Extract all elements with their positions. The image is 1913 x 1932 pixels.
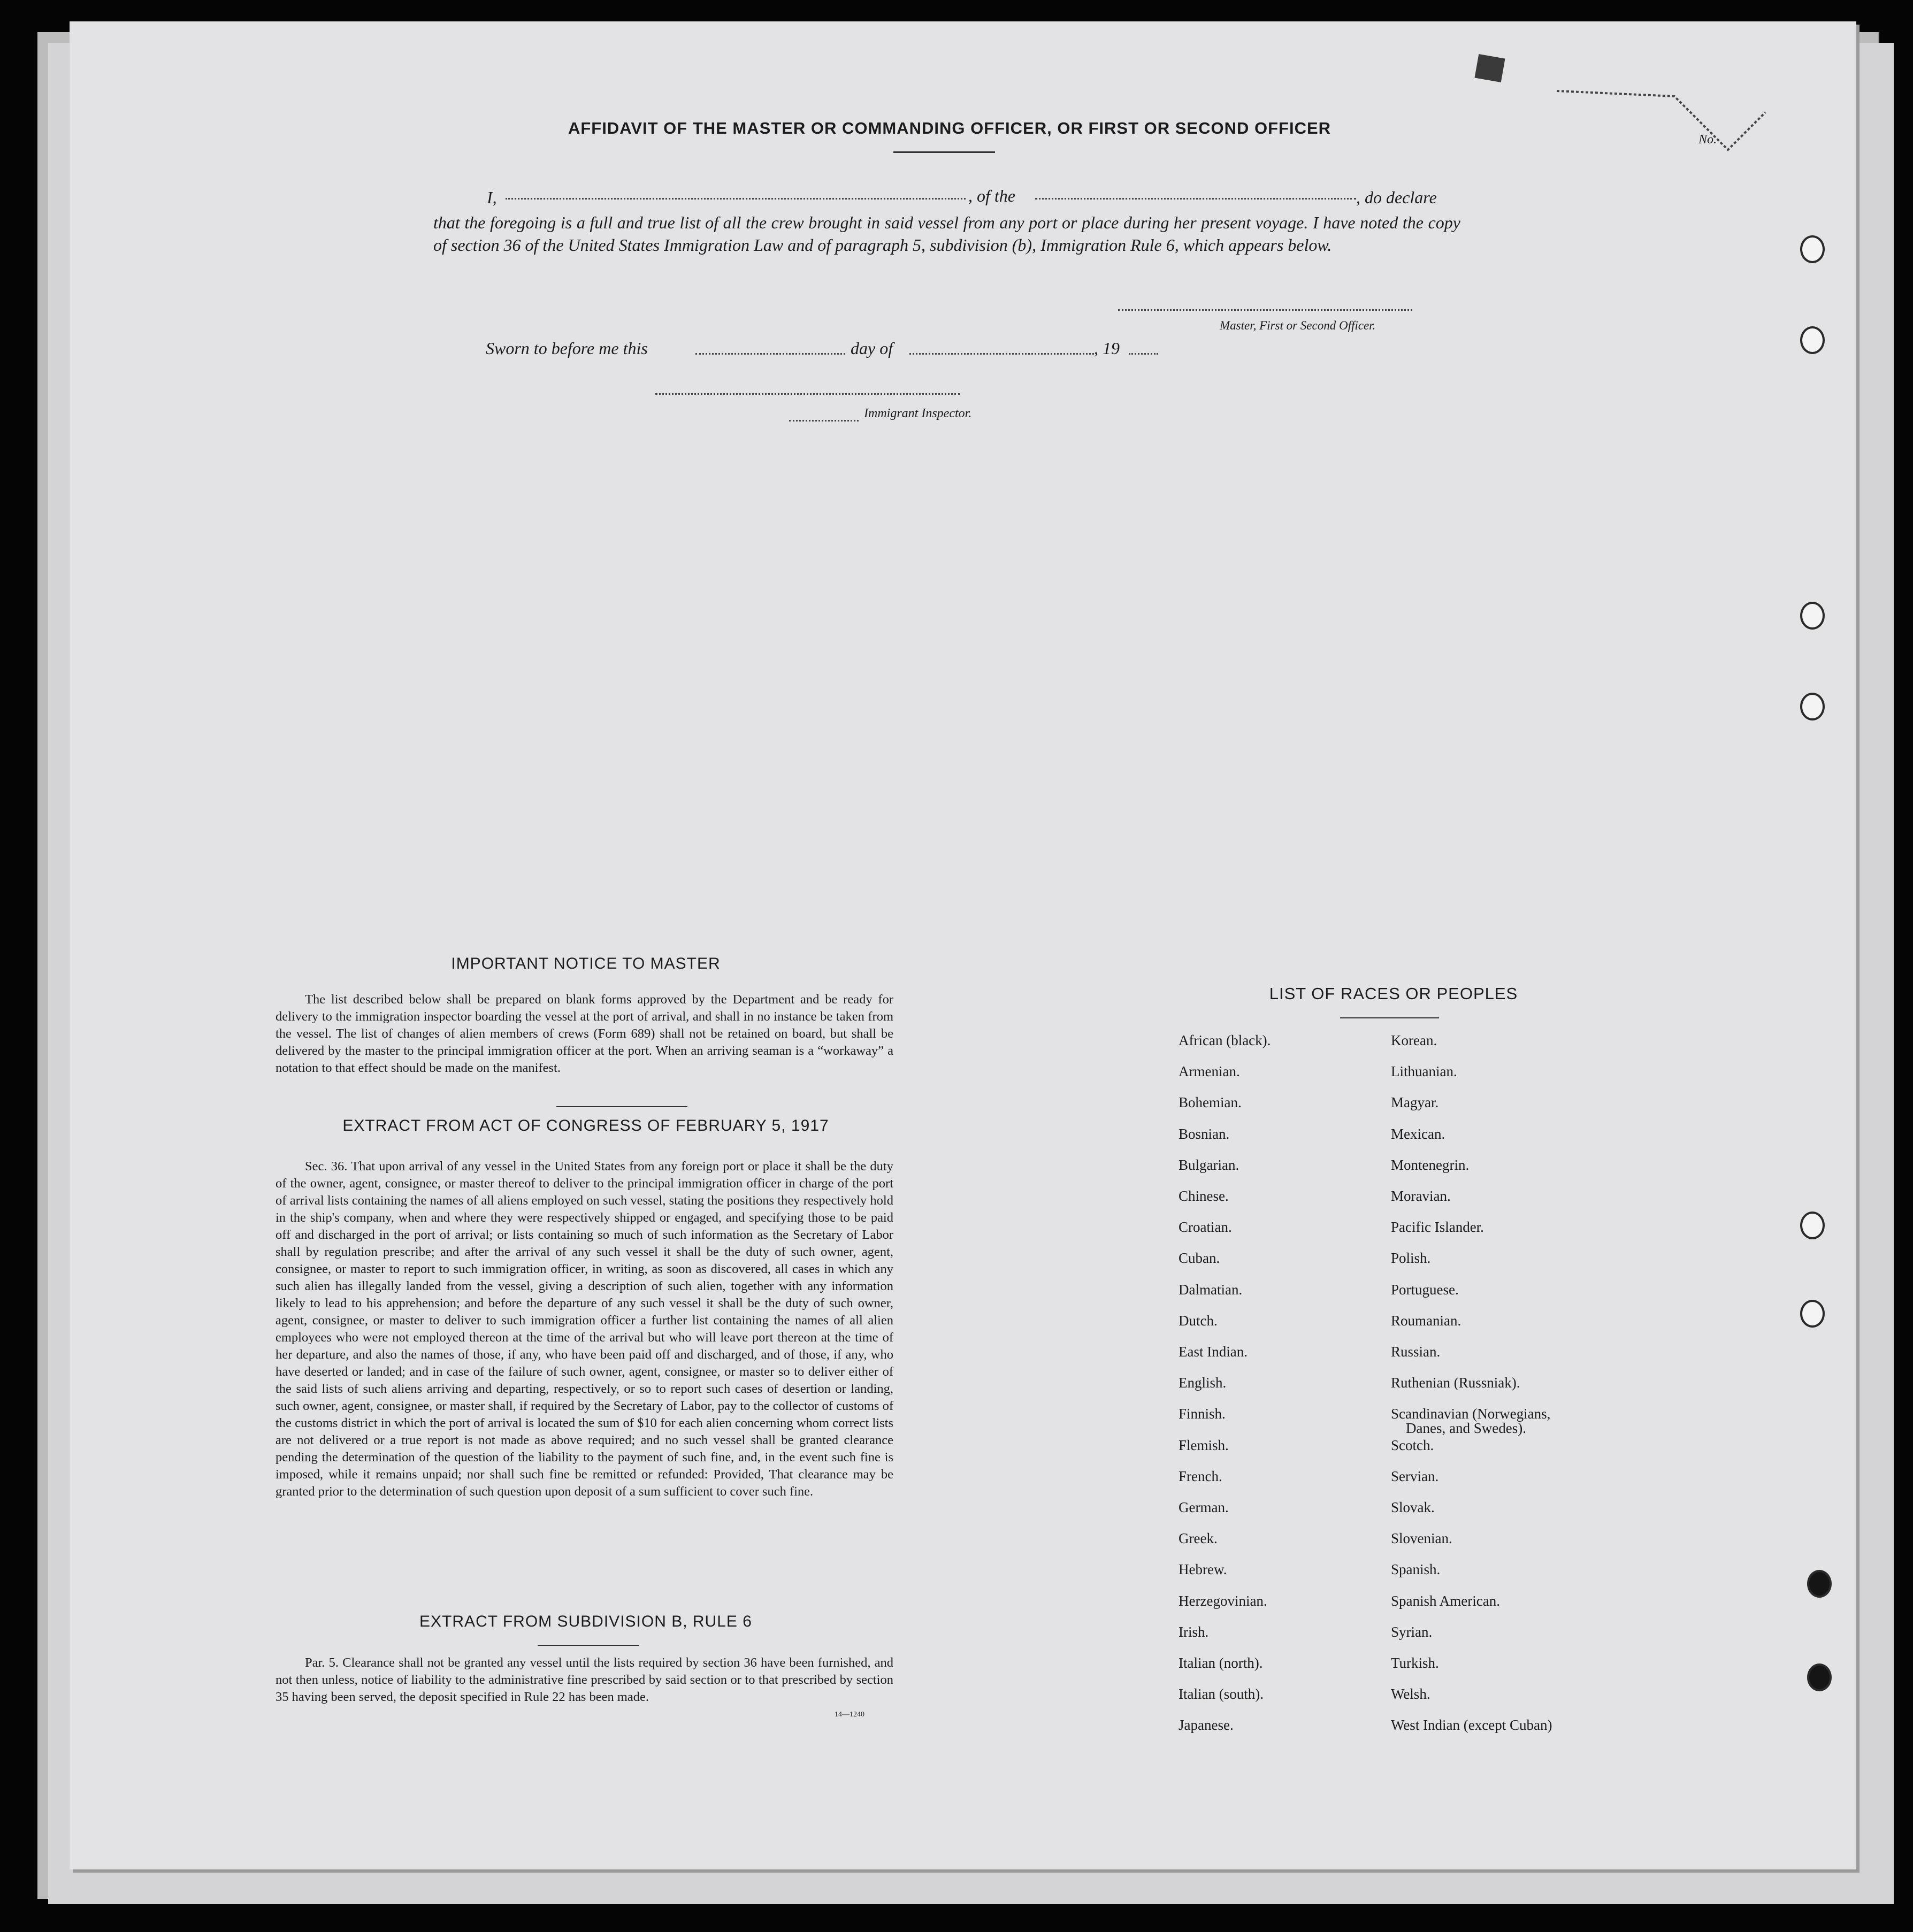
- race-entry: Russian.: [1391, 1344, 1441, 1360]
- race-entry: Spanish American.: [1391, 1592, 1500, 1609]
- inspector-caption-lead: [789, 420, 859, 421]
- affidavit-i-label: I,: [487, 188, 497, 207]
- race-entry: English.: [1179, 1375, 1227, 1391]
- rule-form-number: 14—1240: [835, 1711, 864, 1719]
- sworn-year-field[interactable]: [1129, 353, 1158, 355]
- affidavit-body: that the foregoing is a full and true list of all the crew brought in said vessel from any port or place during her present voyage. I have noted the copy of section 36 of the United States Immigration Law and of paragraph 5, subdivision (b), Immigration Rule 6, which appears below.: [433, 213, 1460, 255]
- race-entry: Korean.: [1391, 1032, 1437, 1048]
- punch-hole: [1800, 693, 1825, 720]
- race-entry: Chinese.: [1179, 1188, 1229, 1204]
- day-of-label: day of: [851, 339, 893, 358]
- act-extract-body: Sec. 36. That upon arrival of any vessel in the United States from any foreign port or place it shall be the duty of the owner, agent, consignee, or master thereof to deliver to the principal immigration officer in charge of the port of arrival lists containing the names of all aliens employed on such vessel, stating the positions they respectively hold in the ship's company, when and where they were respectively shipped or engaged, and specifying those to be paid off and discharged in the port of arrival; or lists containing so much of such information as the Secretary of Labor shall by regulation prescribe; and after the arrival of any such vessel it shall be the duty of such owner, agent, consignee, or master to report to such immigration officer, in writing, as soon as discovered, all cases in which any such alien has illegally landed from the vessel, giving a description of such alien, together with any information likely to lead to his apprehension; and before the departure of any such vessel it shall be the duty of such owner, agent, consignee, or master to deliver to such immigration officer a further list containing the names of all alien employees who were not employed thereon at the time of the arrival but who will leave port thereon at the time of her departure, and also the names of those, if any, who have been paid off and discharged, and of those, if any, who have deserted or landed; and in case of the failure of such owner, agent, consignee, or master so to deliver either of the said lists of such aliens arriving and departing, respectively, or so to report such cases of desertion or landing, such owner, agent, consignee, or master shall, if required by the Secretary of Labor, pay to the collector of customs of the customs district in which the port of arrival is located the sum of $10 for each alien concerning whom correct lists are not delivered or a true report is not made as above required; and no such vessel shall be granted clearance pending the determination of the question of the liability to the payment of such fine, and, in the event such fine is imposed, while it remains unpaid; nor shall such fine be remitted or refunded: Provided, That clearance may be granted prior to the determination of such question upon deposit of a sum sufficient to cover such fine.: [276, 1159, 893, 1499]
- notice-title: IMPORTANT NOTICE TO MASTER: [451, 955, 721, 972]
- race-entry: Montenegrin.: [1391, 1156, 1470, 1173]
- race-entry: Lithuanian.: [1391, 1063, 1457, 1080]
- race-entry: Servian.: [1391, 1468, 1439, 1484]
- notice-body: The list described below shall be prepared on blank forms approved by the Department and be ready for delivery to the immigration inspector boarding the vessel at the port of arrival, and shall in no instance be taken from the vessel. The list of changes of alien members of crews (Form 689) shall not be retained on board, but shall be delivered by the master to the principal immigration officer at the port. When an arriving seaman is a “workaway” a notation to that effect should be made on the manifest.: [276, 992, 893, 1075]
- punch-hole: [1800, 326, 1825, 354]
- act-extract-title: EXTRACT FROM ACT OF CONGRESS OF FEBRUARY 5, 1917: [342, 1117, 829, 1134]
- race-entry: Irish.: [1179, 1623, 1209, 1640]
- race-entry: East Indian.: [1179, 1344, 1248, 1360]
- race-entry: Italian (south).: [1179, 1686, 1264, 1703]
- races-title: LIST OF RACES OR PEOPLES: [1269, 984, 1518, 1003]
- divider: [893, 151, 995, 153]
- punch-hole: [1800, 1300, 1825, 1328]
- race-entry: Greek.: [1179, 1530, 1218, 1547]
- sworn-month-field[interactable]: [909, 353, 1094, 355]
- race-entry: West Indian (except Cuban): [1391, 1717, 1552, 1734]
- sworn-day-field[interactable]: [695, 353, 845, 355]
- form-page: [70, 21, 1856, 1869]
- rule-extract-title: EXTRACT FROM SUBDIVISION B, RULE 6: [419, 1613, 752, 1630]
- race-entry: Finnish.: [1179, 1406, 1226, 1422]
- race-entry: Mexican.: [1391, 1125, 1445, 1142]
- race-entry: Slovenian.: [1391, 1530, 1452, 1547]
- affidavit-title: AFFIDAVIT OF THE MASTER OR COMMANDING OFFICER, OR FIRST OR SECOND OFFICER: [568, 119, 1332, 137]
- race-entry: Syrian.: [1391, 1623, 1433, 1640]
- name-field[interactable]: [506, 198, 966, 200]
- race-entry: Dutch.: [1179, 1312, 1218, 1329]
- race-entry: Danes, and Swedes).: [1406, 1420, 1526, 1436]
- race-entry: German.: [1179, 1499, 1229, 1515]
- inspector-signature-field[interactable]: [655, 393, 960, 395]
- race-entry: Polish.: [1391, 1250, 1431, 1267]
- corner-fold-lines: [1551, 80, 1776, 171]
- race-entry: Bulgarian.: [1179, 1156, 1239, 1173]
- race-entry: Moravian.: [1391, 1188, 1451, 1204]
- divider: [538, 1645, 639, 1646]
- race-entry: Italian (north).: [1179, 1655, 1263, 1671]
- punch-hole: [1807, 1663, 1832, 1691]
- race-entry: Cuban.: [1179, 1250, 1220, 1267]
- race-entry: Portuguese.: [1391, 1281, 1459, 1298]
- race-entry: Bosnian.: [1179, 1125, 1230, 1142]
- year-prefix-label: , 19: [1094, 339, 1120, 358]
- officer-signature-field[interactable]: [1118, 309, 1412, 311]
- corner-number-label: No.: [1698, 133, 1717, 147]
- race-entry: Armenian.: [1179, 1063, 1240, 1080]
- staple-mark: [1474, 54, 1505, 82]
- race-entry: Herzegovinian.: [1179, 1592, 1267, 1609]
- race-entry: Spanish.: [1391, 1561, 1441, 1578]
- race-entry: Magyar.: [1391, 1094, 1439, 1111]
- inspector-caption: Immigrant Inspector.: [864, 407, 972, 420]
- officer-caption: Master, First or Second Officer.: [1220, 319, 1376, 332]
- affidavit-declare-label: , do declare: [1356, 188, 1437, 207]
- sworn-label: Sworn to before me this: [486, 339, 648, 358]
- punch-hole: [1800, 235, 1825, 263]
- race-entry: Welsh.: [1391, 1686, 1430, 1703]
- race-entry: Roumanian.: [1391, 1312, 1461, 1329]
- race-entry: Scotch.: [1391, 1437, 1434, 1453]
- vessel-field[interactable]: [1035, 198, 1356, 200]
- race-entry: Turkish.: [1391, 1655, 1439, 1671]
- divider: [556, 1106, 687, 1107]
- race-entry: Pacific Islander.: [1391, 1219, 1484, 1236]
- punch-hole: [1807, 1570, 1832, 1598]
- punch-hole: [1800, 602, 1825, 630]
- race-entry: Slovak.: [1391, 1499, 1435, 1515]
- race-entry: Hebrew.: [1179, 1561, 1227, 1578]
- rule-extract-body: Par. 5. Clearance shall not be granted any vessel until the lists required by section 36 have been furnished, and not then unless, notice of liability to the administrative fine prescribed by said section or to that prescribed by section 35 having been served, the deposit specified in Rule 22 has been made.: [276, 1655, 893, 1704]
- race-entry: French.: [1179, 1468, 1222, 1484]
- race-entry: Ruthenian (Russniak).: [1391, 1375, 1520, 1391]
- divider: [1340, 1017, 1439, 1018]
- punch-hole: [1800, 1212, 1825, 1239]
- affidavit-of-the-label: , of the: [968, 186, 1015, 205]
- race-entry: Croatian.: [1179, 1219, 1232, 1236]
- race-entry: Dalmatian.: [1179, 1281, 1243, 1298]
- race-entry: Scandinavian (Norwegians,: [1391, 1406, 1551, 1422]
- race-entry: Japanese.: [1179, 1717, 1234, 1734]
- race-entry: Flemish.: [1179, 1437, 1229, 1453]
- race-entry: Bohemian.: [1179, 1094, 1242, 1111]
- race-entry: African (black).: [1179, 1032, 1271, 1048]
